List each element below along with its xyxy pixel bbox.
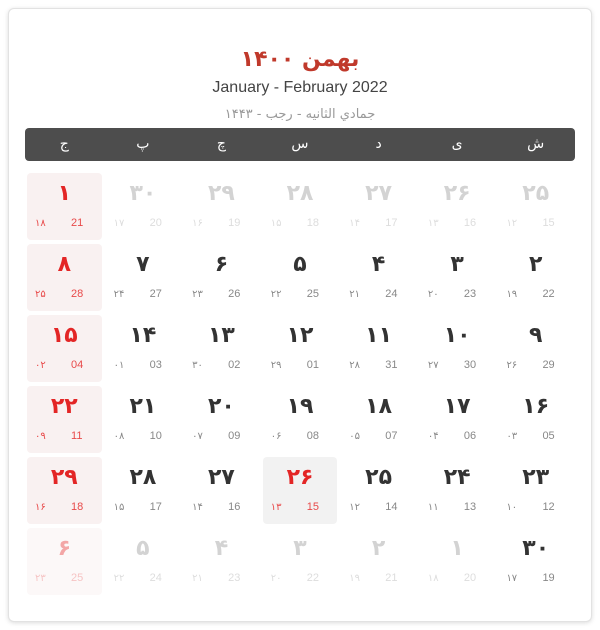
hijri-day-number: ۲۹ — [270, 360, 282, 371]
gregorian-day-number: 25 — [306, 288, 319, 300]
hijri-day-number: ۲۴ — [113, 289, 125, 300]
hijri-month-range: جمادي الثانيه - رجب - ۱۴۴۳ — [224, 107, 376, 122]
persian-day-number: ۵ — [136, 536, 150, 561]
hijri-day-number: ۲۱ — [349, 289, 361, 300]
gregorian-day-number: 27 — [149, 288, 162, 300]
hijri-day-number: ۰۲ — [35, 360, 46, 371]
gregorian-day-number: 07 — [385, 430, 398, 442]
day-cell[interactable] — [27, 244, 102, 311]
day-cell[interactable] — [27, 528, 102, 595]
persian-day-number: ۶ — [214, 252, 229, 277]
day-cell[interactable] — [420, 315, 495, 382]
gregorian-day-number: 11 — [71, 430, 83, 442]
day-cell[interactable] — [498, 386, 573, 453]
gregorian-month-range: January - February 2022 — [212, 79, 388, 96]
persian-day-number: ۱۴ — [129, 323, 157, 348]
persian-day-number: ۲۷ — [208, 465, 235, 490]
persian-day-number: ۱۳ — [208, 323, 235, 348]
day-cell[interactable] — [106, 173, 181, 240]
gregorian-day-number: 14 — [385, 501, 398, 513]
hijri-day-number: ۱۸ — [427, 573, 439, 584]
hijri-day-number: ۲۷ — [427, 360, 439, 371]
hijri-day-number: ۱۵ — [113, 502, 125, 513]
gregorian-day-number: 17 — [385, 217, 398, 229]
day-cell[interactable] — [263, 315, 338, 382]
persian-day-number: ۷ — [136, 252, 150, 277]
weekday-wednesday: چ — [216, 136, 226, 152]
weekday-sunday: ی — [451, 136, 463, 152]
gregorian-day-number: 16 — [463, 217, 477, 229]
hijri-day-number: ۱۷ — [113, 218, 125, 229]
hijri-day-number: ۱۵ — [270, 218, 282, 229]
day-cell[interactable] — [498, 528, 573, 595]
gregorian-day-number: 28 — [71, 288, 84, 300]
persian-day-number: ۲۵ — [522, 181, 550, 206]
gregorian-day-number: 23 — [228, 572, 241, 584]
persian-day-number: ۱۶ — [522, 394, 550, 419]
day-cell[interactable] — [420, 244, 495, 311]
day-cell[interactable] — [106, 457, 181, 524]
hijri-day-number: ۲۵ — [35, 289, 46, 300]
day-cell[interactable] — [184, 315, 259, 382]
persian-day-number: ۴ — [214, 536, 229, 561]
hijri-day-number: ۱۱ — [427, 502, 439, 513]
hijri-day-number: ۱۴ — [192, 502, 203, 513]
weekday-header — [25, 128, 575, 161]
gregorian-day-number: 21 — [71, 217, 84, 229]
persian-day-number: ۲ — [371, 536, 386, 561]
persian-day-number: ۲۵ — [365, 465, 392, 490]
calendar-card — [8, 8, 592, 622]
gregorian-day-number: 12 — [542, 501, 555, 513]
gregorian-day-number: 03 — [149, 359, 162, 371]
persian-day-number: ۲۹ — [50, 465, 78, 490]
persian-month-title: بهمن ۱۴۰۰ — [240, 47, 360, 72]
weekday-monday: د — [375, 136, 382, 152]
weekday-friday: ج — [59, 136, 69, 152]
hijri-day-number: ۰۸ — [113, 431, 125, 442]
day-cell[interactable] — [263, 386, 338, 453]
gregorian-day-number: 02 — [228, 359, 241, 371]
gregorian-day-number: 15 — [542, 217, 555, 229]
day-cell[interactable] — [341, 528, 416, 595]
hijri-day-number: ۱۳ — [270, 502, 282, 513]
day-cell[interactable] — [341, 457, 416, 524]
hijri-day-number: ۱۸ — [35, 218, 46, 229]
gregorian-day-number: 19 — [228, 217, 241, 229]
day-cell[interactable] — [184, 173, 259, 240]
persian-day-number: ۱۲ — [286, 323, 314, 348]
day-cell[interactable] — [184, 244, 259, 311]
hijri-day-number: ۲۱ — [192, 573, 203, 584]
gregorian-day-number: 31 — [385, 359, 398, 371]
persian-day-number: ۲۲ — [50, 394, 78, 419]
hijri-day-number: ۱۳ — [427, 218, 439, 229]
day-cell[interactable] — [263, 173, 338, 240]
weekday-tuesday: س — [291, 136, 309, 152]
gregorian-day-number: 24 — [149, 572, 162, 584]
hijri-day-number: ۲۸ — [349, 360, 361, 371]
persian-day-number: ۹ — [529, 323, 543, 348]
day-cell[interactable] — [341, 173, 416, 240]
hijri-day-number: ۱۹ — [349, 573, 361, 584]
persian-day-number: ۲۶ — [443, 181, 471, 206]
hijri-day-number: ۲۶ — [506, 360, 518, 371]
persian-day-number: ۳۰ — [129, 181, 157, 206]
gregorian-day-number: 05 — [542, 430, 555, 442]
day-cell[interactable] — [341, 244, 416, 311]
persian-day-number: ۱۹ — [286, 394, 314, 419]
day-cell[interactable] — [420, 173, 495, 240]
gregorian-day-number: 09 — [228, 430, 241, 442]
hijri-day-number: ۰۳ — [506, 431, 518, 442]
hijri-day-number: ۲۰ — [270, 573, 282, 584]
persian-day-number: ۱۵ — [50, 323, 78, 348]
gregorian-day-number: 25 — [71, 572, 84, 584]
gregorian-day-number: 22 — [542, 288, 555, 300]
persian-day-number: ۱۰ — [443, 323, 471, 348]
day-cell[interactable] — [341, 315, 416, 382]
persian-day-number: ۱۸ — [365, 394, 392, 419]
hijri-day-number: ۲۳ — [35, 573, 46, 584]
gregorian-day-number: 18 — [71, 501, 84, 513]
gregorian-day-number: 23 — [463, 288, 477, 300]
day-cell[interactable] — [106, 386, 181, 453]
gregorian-day-number: 20 — [149, 217, 162, 229]
day-cell[interactable] — [27, 386, 102, 453]
hijri-day-number: ۱۹ — [506, 289, 518, 300]
day-cell[interactable] — [263, 244, 338, 311]
persian-day-number: ۲۸ — [129, 465, 157, 490]
day-cell[interactable] — [420, 386, 495, 453]
hijri-day-number: ۲۲ — [113, 573, 125, 584]
gregorian-day-number: 06 — [463, 430, 477, 442]
gregorian-day-number: 19 — [542, 572, 555, 584]
hijri-day-number: ۱۴ — [349, 218, 361, 229]
gregorian-day-number: 21 — [385, 572, 398, 584]
gregorian-day-number: 15 — [306, 501, 319, 513]
weekday-saturday: ش — [527, 136, 545, 152]
persian-day-number: ۶ — [57, 536, 72, 561]
hijri-day-number: ۳۰ — [192, 360, 203, 371]
hijri-day-number: ۱۲ — [349, 502, 361, 513]
day-cell[interactable] — [184, 457, 259, 524]
hijri-day-number: ۰۵ — [349, 431, 361, 442]
day-cell[interactable] — [420, 457, 495, 524]
persian-day-number: ۲۴ — [443, 465, 471, 490]
persian-day-number: ۲۹ — [208, 181, 235, 206]
persian-day-number: ۱ — [57, 181, 72, 206]
day-cell[interactable] — [498, 315, 573, 382]
day-cell[interactable] — [27, 173, 102, 240]
day-cell[interactable] — [106, 315, 181, 382]
gregorian-day-number: 13 — [463, 501, 477, 513]
persian-day-number: ۱۷ — [443, 394, 471, 419]
persian-day-number: ۵ — [293, 252, 307, 277]
day-cell[interactable] — [184, 528, 259, 595]
weekday-thursday: پ — [136, 136, 150, 152]
gregorian-day-number: 24 — [385, 288, 398, 300]
day-cell[interactable] — [263, 528, 338, 595]
hijri-day-number: ۰۱ — [113, 360, 125, 371]
gregorian-day-number: 30 — [463, 359, 477, 371]
gregorian-day-number: 20 — [463, 572, 477, 584]
persian-day-number: ۲۳ — [522, 465, 550, 490]
persian-day-number: ۱ — [450, 536, 464, 561]
persian-day-number: ۳ — [293, 536, 307, 561]
hijri-day-number: ۱۲ — [506, 218, 518, 229]
persian-day-number: ۴ — [371, 252, 386, 277]
persian-day-number: ۳ — [450, 252, 464, 277]
hijri-day-number: ۱۰ — [506, 502, 518, 513]
day-cell[interactable] — [27, 457, 102, 524]
gregorian-day-number: 29 — [542, 359, 555, 371]
gregorian-day-number: 01 — [306, 359, 319, 371]
persian-day-number: ۱۱ — [365, 323, 392, 348]
persian-day-number: ۲۶ — [286, 465, 314, 490]
gregorian-day-number: 04 — [71, 359, 84, 371]
persian-day-number: ۲۸ — [286, 181, 314, 206]
gregorian-day-number: 17 — [149, 501, 162, 513]
day-cell[interactable] — [106, 244, 181, 311]
day-cell[interactable] — [498, 457, 573, 524]
persian-day-number: ۲۱ — [129, 394, 157, 419]
hijri-day-number: ۱۶ — [35, 502, 46, 513]
gregorian-day-number: 08 — [306, 430, 319, 442]
hijri-day-number: ۲۲ — [270, 289, 282, 300]
hijri-day-number: ۲۳ — [192, 289, 203, 300]
day-cell[interactable] — [420, 528, 495, 595]
day-cell[interactable] — [184, 386, 259, 453]
day-cell[interactable] — [341, 386, 416, 453]
day-grid — [25, 171, 575, 597]
day-cell[interactable] — [27, 315, 102, 382]
hijri-day-number: ۱۶ — [192, 218, 203, 229]
persian-day-number: ۸ — [57, 252, 72, 277]
gregorian-day-number: 10 — [149, 430, 162, 442]
gregorian-day-number: 16 — [228, 501, 241, 513]
gregorian-day-number: 26 — [228, 288, 241, 300]
persian-day-number: ۲ — [529, 252, 543, 277]
day-cell-today[interactable] — [263, 457, 338, 524]
gregorian-day-number: 22 — [306, 572, 319, 584]
hijri-day-number: ۲۰ — [427, 289, 439, 300]
day-cell[interactable] — [106, 528, 181, 595]
hijri-day-number: ۰۹ — [35, 431, 46, 442]
hijri-day-number: ۰۶ — [270, 431, 282, 442]
hijri-day-number: ۱۷ — [506, 573, 518, 584]
gregorian-day-number: 18 — [306, 217, 319, 229]
persian-day-number: ۳۰ — [522, 536, 550, 561]
hijri-day-number: ۰۴ — [427, 431, 439, 442]
day-cell[interactable] — [498, 173, 573, 240]
persian-day-number: ۲۷ — [365, 181, 392, 206]
hijri-day-number: ۰۷ — [192, 431, 203, 442]
day-cell[interactable] — [498, 244, 573, 311]
persian-day-number: ۲۰ — [208, 394, 235, 419]
